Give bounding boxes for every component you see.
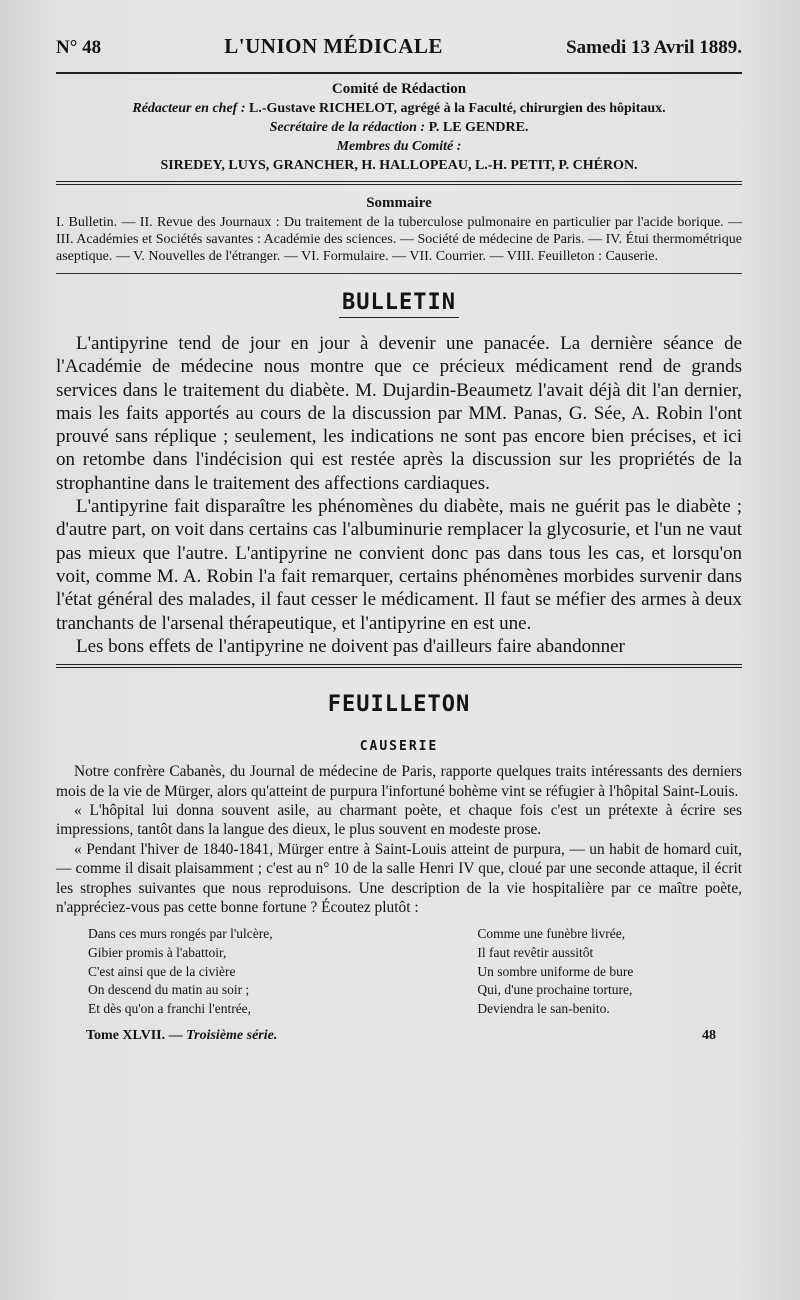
sommaire-text: I. Bulletin. — II. Revue des Journaux : Du traitement de la tuberculose pulmonaire en particulier par l'acide borique. — III. Académies et Sociétés savantes : Académie des sciences. — Société de médecine de Paris. — IV. Étui thermométrique aseptique. — V. Nouvelles de l'étranger. — VI. Formulaire. — VII. Courrier. — VIII. Feuilleton : Causerie. — [56, 215, 742, 264]
issue-date: Samedi 13 Avril 1889. — [566, 37, 742, 58]
poem-line: Comme une funèbre livrée, — [477, 926, 626, 942]
poem-line: Gibier promis à l'abattoir, — [88, 945, 227, 960]
secretary-value: P. LE GENDRE. — [428, 120, 529, 135]
chief-editor-value: L.-Gustave RICHELOT, agrégé à la Faculté, chirurgien des hôpitaux. — [249, 101, 666, 116]
bulletin-title: BULLETIN — [342, 290, 456, 315]
feuilleton-body — [56, 762, 742, 917]
poem-line: Deviendra le san-benito. — [477, 1000, 610, 1016]
tome-label — [86, 1028, 277, 1044]
journal-title: L'UNION MÉDICALE — [224, 34, 443, 58]
poem-line: On descend du matin au soir ; — [88, 982, 250, 998]
poem-line: C'est ainsi que de la civière — [88, 963, 236, 979]
masthead — [56, 34, 742, 68]
members-value: SIREDEY, LUYS, GRANCHER, H. HALLOPEAU, L.-H. PETIT, P. CHÉRON. — [160, 158, 638, 173]
committee-heading: Comité de Rédaction — [331, 81, 467, 97]
causerie-subtitle: CAUSERIE — [359, 739, 439, 755]
page-footer — [56, 1028, 742, 1044]
feuilleton-paragraph: Notre confrère Cabanès, du Journal de médecine de Paris, rapporte quelques traits intéressants des derniers mois de la vie de Mürger, alors qu'atteint de purpura l'infortuné bohème vint se réfugier à l'hôpital Saint-Louis. — [56, 763, 742, 800]
committee-rule — [56, 181, 742, 185]
poem-left-column — [88, 925, 389, 1018]
poem-line: Dans ces murs rongés par l'ulcère, — [88, 926, 273, 942]
poem-line: Il faut revêtir aussitôt — [477, 945, 594, 960]
poem-line: Et dès qu'on a franchi l'entrée, — [88, 1000, 252, 1016]
page-number: 48 — [702, 1028, 716, 1044]
editorial-committee — [56, 80, 742, 175]
members-label: Membres du Comité : — [336, 139, 462, 154]
masthead-rule — [56, 72, 742, 74]
bulletin-paragraph: L'antipyrine tend de jour en jour à devenir une panacée. La dernière séance de l'Académie de médecine nous montre que ce précieux médicament rend de grands services dans le traitement du diabète. M. Dujardin-Beaumetz l'avait déjà dit l'an dernier, mais les faits apportés au cours de la discussion par MM. Panas, G. Sée, A. Robin l'ont prouvé sans réplique ; seulement, les indications ne sont pas encore bien précises, et ici on retombe dans l'indécision qui est restée après la discussion sur les propriétés de la strophantine dans le traitement des affections cardiaques. — [56, 333, 742, 494]
chief-editor-line — [56, 99, 742, 118]
bulletin-paragraph: Les bons effets de l'antipyrine ne doivent pas d'ailleurs faire abandonner — [76, 635, 625, 657]
bulletin-paragraph: L'antipyrine fait disparaître les phénomènes du diabète, mais ne guérit pas le diabète ; d'autre part, on voit dans certains cas l'albuminurie remplacer la glycosurie, et l'un ne vaut pas mieux que l'autre. L'antipyrine ne convient donc pas dans tous les cas, et lorsqu'on voit, comme M. A. Robin l'a fait remarquer, certains phénomènes morbides survenir dans l'état général des malades, il faut cesser le médicament. Il faut se méfier des armes à deux tranchants de l'arsenal thérapeutique, et l'antipyrine en est une. — [56, 496, 742, 634]
secretary-label: Secrétaire de la rédaction : — [269, 120, 426, 135]
bulletin-body — [56, 332, 742, 658]
poem — [56, 925, 742, 1018]
feuilleton-paragraph: « Pendant l'hiver de 1840-1841, Mürger entre à Saint-Louis atteint de purpura, — un habit de homard cuit, — comme il disait plaisamment ; c'est au n° 10 de la salle Henri IV que, cloué par une seconde attaque, il écrit les strophes suivantes que nous reproduisons. Une description de la vie hospitalière par ce maître poète, n'appréciez-vous pas cette bonne fortune ? Écoutez plutôt : — [56, 840, 742, 916]
serie-label: Troisième série. — [186, 1028, 278, 1044]
poem-right-column — [477, 925, 716, 1018]
feuilleton-paragraph: « L'hôpital lui donna souvent asile, au charmant poète, et chaque fois c'est un prétexte à écrire ses impressions, tantôt dans la langue des dieux, le plus souvent en modeste prose. — [56, 801, 742, 839]
chief-editor-label: Rédacteur en chef : — [132, 101, 246, 116]
feuilleton-title: FEUILLETON — [327, 692, 471, 718]
tome-number: Tome XLVII. — — [86, 1028, 183, 1044]
bulletin-end-rule — [56, 664, 742, 668]
sommaire-heading: Sommaire — [366, 195, 432, 211]
issue-number: N° 48 — [56, 37, 102, 58]
bulletin-title-underline — [339, 317, 459, 318]
poem-line: Un sombre uniforme de bure — [477, 963, 634, 979]
sommaire-rule — [56, 273, 742, 274]
secretary-line — [56, 118, 742, 137]
poem-line: Qui, d'une prochaine torture, — [477, 982, 633, 998]
